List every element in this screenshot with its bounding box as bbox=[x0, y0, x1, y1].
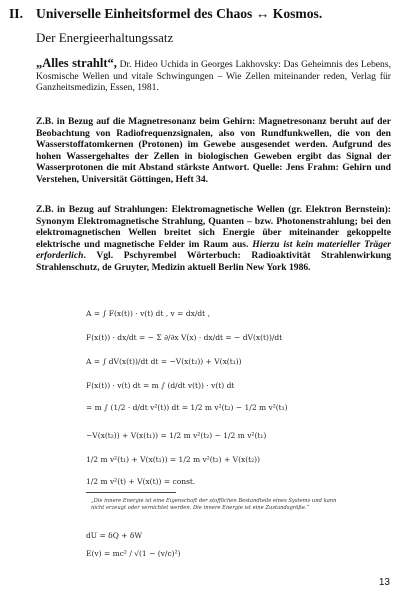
page-number: 13 bbox=[378, 577, 390, 588]
formula-note: „Die innere Energie ist eine Eigenschaft der stofflichen Bestandteile eines Systems und kann nicht erzeugt oder vernichtet werden. Die innere Energie ist eine Zustandsgröße.“ bbox=[91, 498, 337, 511]
formula-line-3: A = ∫ dV(x(t))/dt dt = −V(x(t₂)) + V(x(t₁)) bbox=[86, 357, 242, 366]
formula-line-8: 1/2 m v²(t) + V(x(t)) = const. bbox=[86, 477, 196, 486]
paragraph-strahlungen bbox=[36, 204, 391, 273]
paragraph-quote bbox=[36, 58, 391, 94]
quote-text: „Alles strahlt“, bbox=[36, 56, 117, 70]
strahlungen-text-2: . Vgl. Pschyrembel Wörterbuch: Radioaktivität Strahlenwirkung Strahlenschutz, de Gruyter, Medizin aktuell Berlin New York 1986. bbox=[36, 250, 391, 273]
section-subtitle: Der Energieerhaltungssatz bbox=[36, 30, 174, 45]
formula-line-4: F(x(t)) · v(t) dt = m ∫ (d/dt v(t)) · v(t) dt bbox=[86, 381, 235, 390]
formula-line-2: F(x(t)) · dx/dt = − Σ ∂/∂x V(x) · dx/dt = − dV(x(t))/dt bbox=[86, 333, 283, 342]
formula-line-9: dU = δQ + δW bbox=[86, 531, 143, 540]
strahlungen-italic: Hierzu ist kein materieller Träger erforderlich bbox=[36, 238, 391, 261]
formula-rule bbox=[86, 492, 176, 493]
chapter-heading bbox=[9, 6, 391, 22]
chapter-title: Universelle Einheitsformel des Chaos ↔ Kosmos. bbox=[36, 6, 323, 21]
strahlungen-text-1: Z.B. in Bezug auf Strahlungen: Elektromagnetische Wellen (gr. Elektron Bernstein): Synonym Elektromagnetische Strahlung, Quanten – bzw. Photonenstrahlung; bei den elektromagnetischen Wellen breitet sich Energie über miteinander gekoppelte elektrische und magnetische Felder im Raum aus. bbox=[36, 204, 391, 250]
formula-line-7: 1/2 m v²(t₁) + V(x(t₁)) = 1/2 m v²(t₂) + V(x(t₂)) bbox=[86, 455, 261, 464]
formula-image bbox=[86, 305, 386, 580]
quote-reference: Dr. Hideo Uchida in Georges Lakhovsky: Das Geheimnis des Lebens, Kosmische Wellen und vitale Schwingungen – Wie Zellen miteinander reden, Verlag für Ganzheitsmedizin, Essen, 1981. bbox=[36, 59, 391, 93]
formula-line-5: = m ∫ (1/2 · d/dt v²(t)) dt = 1/2 m v²(t₂) − 1/2 m v²(t₁) bbox=[86, 403, 288, 412]
formula-line-6: −V(x(t₂)) + V(x(t₁)) = 1/2 m v²(t₂) − 1/2 m v²(t₁) bbox=[86, 431, 267, 440]
paragraph-magnetresonanz: Z.B. in Bezug auf die Magnetresonanz beim Gehirn: Magnetresonanz beruht auf der Beobachtung von Radiofrequenzsignalen, also von Rundfunkwellen, die von den Wasserstoffatomkernen (Protonen) im Gewebe ausgesendet werden. Aufgrund des hohen Wassergehaltes der Zellen in biologischen Geweben ergibt das Signal der Wasserprotonen die mit Abstand stärkste Antwort. Quelle: Jens Frahm: Gehirn und Verstehen, Universität Göttingen, Heft 34. bbox=[36, 116, 391, 185]
formula-line-1: A = ∫ F(x(t)) · v(t) dt , v = dx/dt , bbox=[86, 309, 210, 318]
chapter-number: II. bbox=[9, 6, 23, 21]
formula-line-10: E(v) = mc² / √(1 − (v/c)²) bbox=[86, 549, 181, 558]
